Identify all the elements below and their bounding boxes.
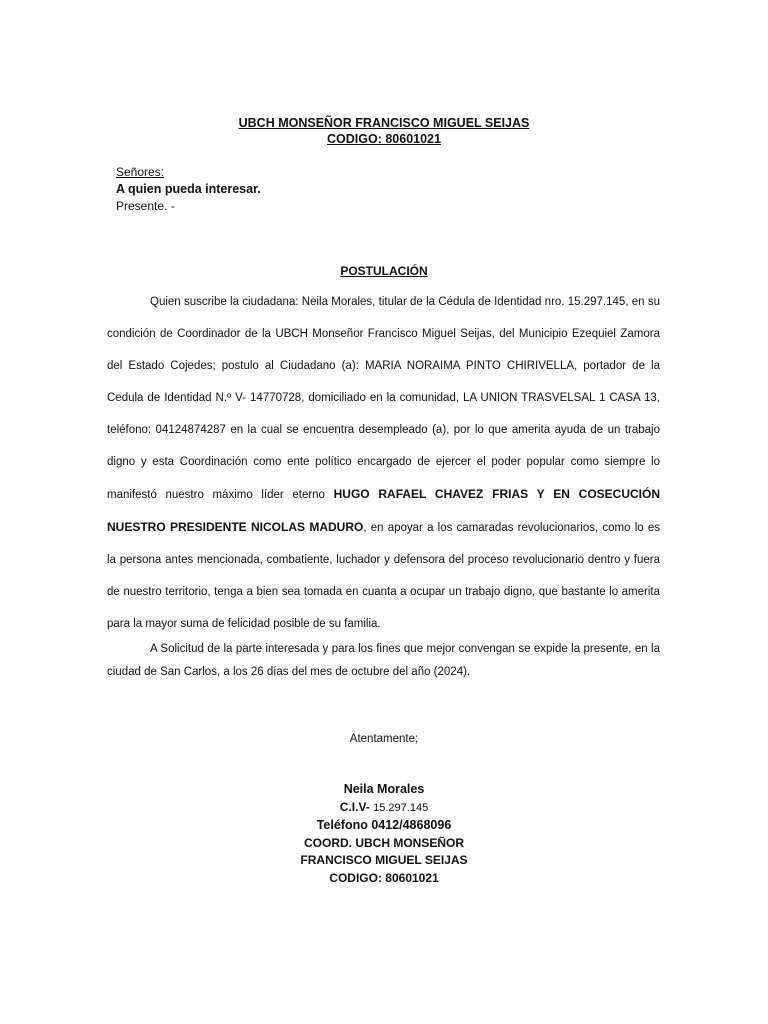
signature-role-line1: COORD. UBCH MONSEÑOR: [303, 835, 464, 850]
signature-phone: Teléfono 0412/4868096: [316, 818, 452, 832]
body-text-part2: , en apoyar a los camaradas revolucionarios, como lo es la persona antes mencionada, combatiente, luchador y defensora del proceso revolucionario dentro y fuera de nuestro territorio, tenga a bien sea tomada en cuanta a ocupar un trabajo digno, que bastante lo amerita para la mayor suma de felicidad posible de su familia.: [107, 522, 660, 630]
greeting-block: [116, 164, 261, 215]
signature-block: [0, 781, 768, 887]
greeting-quien: A quien pueda interesar.: [116, 182, 261, 196]
header-organization: UBCH MONSEÑOR FRANCISCO MIGUEL SEIJAS: [238, 116, 530, 130]
closing-text: A Solicitud de la parte interesada y para los fines que mejor convengan se expide la presente, en la ciudad de San Carlos, a los 26 días del mes de octubre del año (2024).: [107, 643, 660, 678]
atentamente-label: Atentamente;: [349, 733, 419, 745]
header-code: CODIGO: 80601021: [327, 132, 441, 146]
signature-code: CODIGO: 80601021: [329, 870, 439, 885]
greeting-presente: Presente. -: [116, 199, 175, 213]
body-paragraph: [107, 286, 660, 640]
document-title: POSTULACIÓN: [340, 264, 428, 278]
signature-role-line2: FRANCISCO MIGUEL SEIJAS: [300, 853, 468, 867]
closing-paragraph: [107, 638, 660, 684]
greeting-senores: Señores:: [116, 165, 165, 179]
document-header: [0, 115, 768, 147]
signature-ci-label: C.I.V-: [339, 799, 370, 814]
signature-ci-number: 15.297.145: [373, 801, 429, 814]
body-bold-names: HUGO RAFAEL CHAVEZ FRIAS Y EN COSECUCIÓN NUESTRO PRESIDENTE NICOLAS MADURO: [107, 487, 661, 534]
signature-ci: [0, 799, 768, 818]
body-text-part1: Quien suscribe la ciudadana: Neila Morales, titular de la Cédula de Identidad nro. 15.297.145, en su condición de Coordinador de la UBCH Monseñor Francisco Miguel Seijas, del Municipio Ezequiel Zamora del Estado Cojedes; postulo al Ciudadano (a): MARIA NORAIMA PINTO CHIRIVELLA, portador de la Cedula de Identidad N.º V- 14770728, domiciliado en la comunidad, LA UNION TRASVELSAL 1 CASA 13, teléfono: 04124874287 en la cual se encuentra desempleado (a), por lo que amerita ayuda de un trabajo digno y esta Coordinación como ente político encargado de ejercer el poder popular como siempre lo manifestó nuestro máximo líder eterno: [107, 296, 660, 501]
signature-name: Neila Morales: [343, 782, 425, 796]
